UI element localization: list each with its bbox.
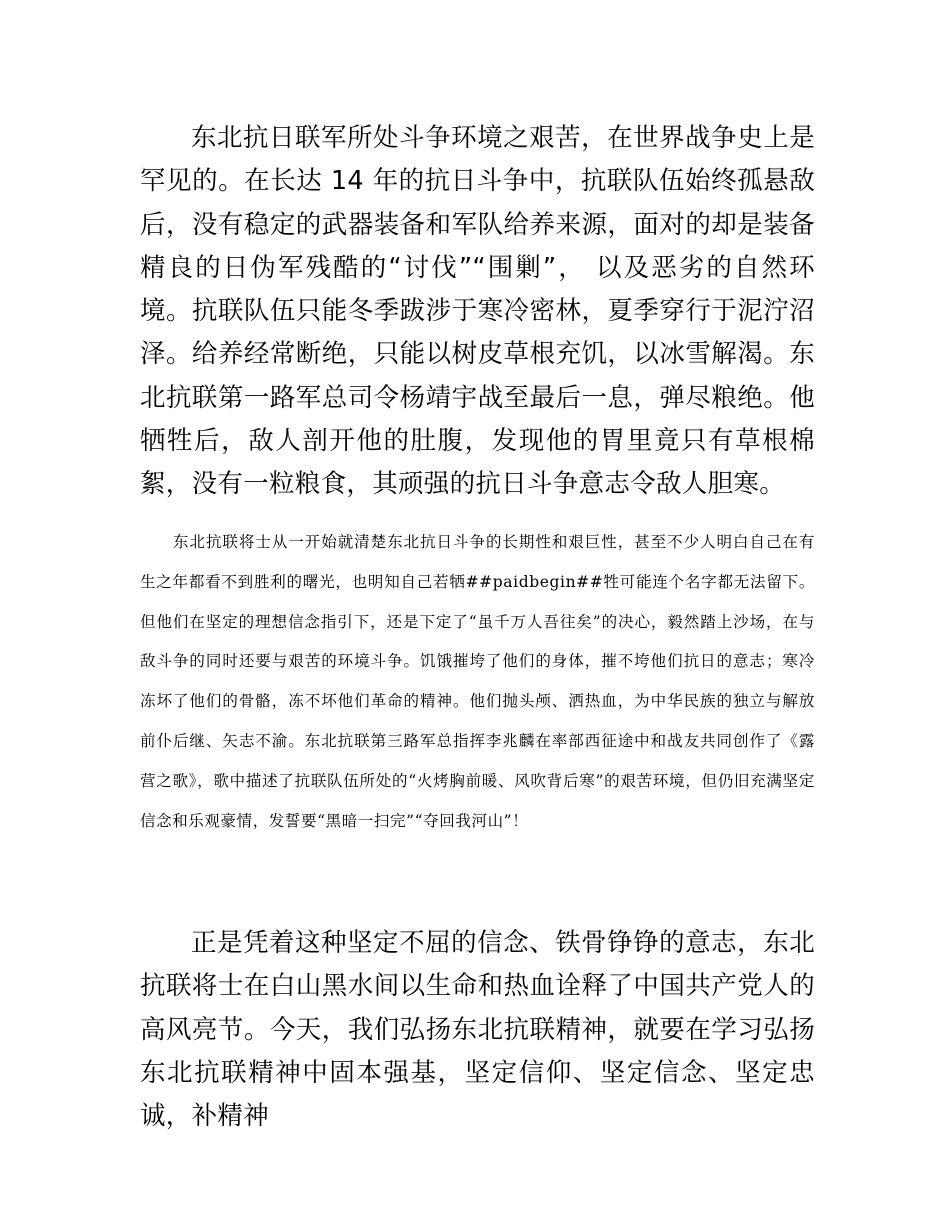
paragraph-1: 东北抗日联军所处斗争环境之艰苦，在世界战争史上是罕见的。在长达 14 年的抗日斗争中，抗联队伍始终孤悬敌后，没有稳定的武器装备和军队给养来源，面对的却是装备精良的日伪军残酷的“讨伐”“围剿”， 以及恶劣的自然环境。抗联队伍只能冬季跋涉于寒冷密林，夏季穿行于泥泞沼泽。给养经常断绝，只能以树皮草根充饥，以冰雪解渴。东北抗联第一路军总司令杨靖宇战至最后一息，弹尽粮绝。他牺牲后，敌人剖开他的肚腹，发现他的胃里竟只有草根棉絮，没有一粒粮食，其顽强的抗日斗争意志令敌人胆寒。 bbox=[140, 123, 815, 500]
paragraph-3: 正是凭着这种坚定不屈的信念、铁骨铮铮的意志，东北抗联将士在白山黑水间以生命和热血诠释了中国共产党人的高风亮节。今天，我们弘扬东北抗联精神，就要在学习弘扬东北抗联精神中固本强基，坚定信仰、坚定信念、坚定忠诚，补精神 bbox=[140, 928, 815, 1132]
paragraph-2: 东北抗联将士从一开始就清楚东北抗日斗争的长期性和艰巨性，甚至不少人明白自己在有生之年都看不到胜利的曙光，也明知自己若牺##paidbegin##牲可能连个名字都无法留下。但他们在坚定的理想信念指引下，还是下定了“虽千万人吾往矣”的决心，毅然踏上沙场，在与敌斗争的同时还要与艰苦的环境斗争。饥饿摧垮了他们的身体，摧不垮他们抗日的意志；寒冷冻坏了他们的骨骼，冻不坏他们革命的精神。他们抛头颅、洒热血，为中华民族的独立与解放前仆后继、矢志不渝。东北抗联第三路军总指挥李兆麟在率部西征途中和战友共同创作了《露营之歌》，歌中描述了抗联队伍所处的“火烤胸前暖、风吹背后寒”的艰苦环境，但仍旧充满坚定信念和乐观豪情，发誓要“黑暗一扫完”“夺回我河山”！ bbox=[140, 533, 815, 830]
